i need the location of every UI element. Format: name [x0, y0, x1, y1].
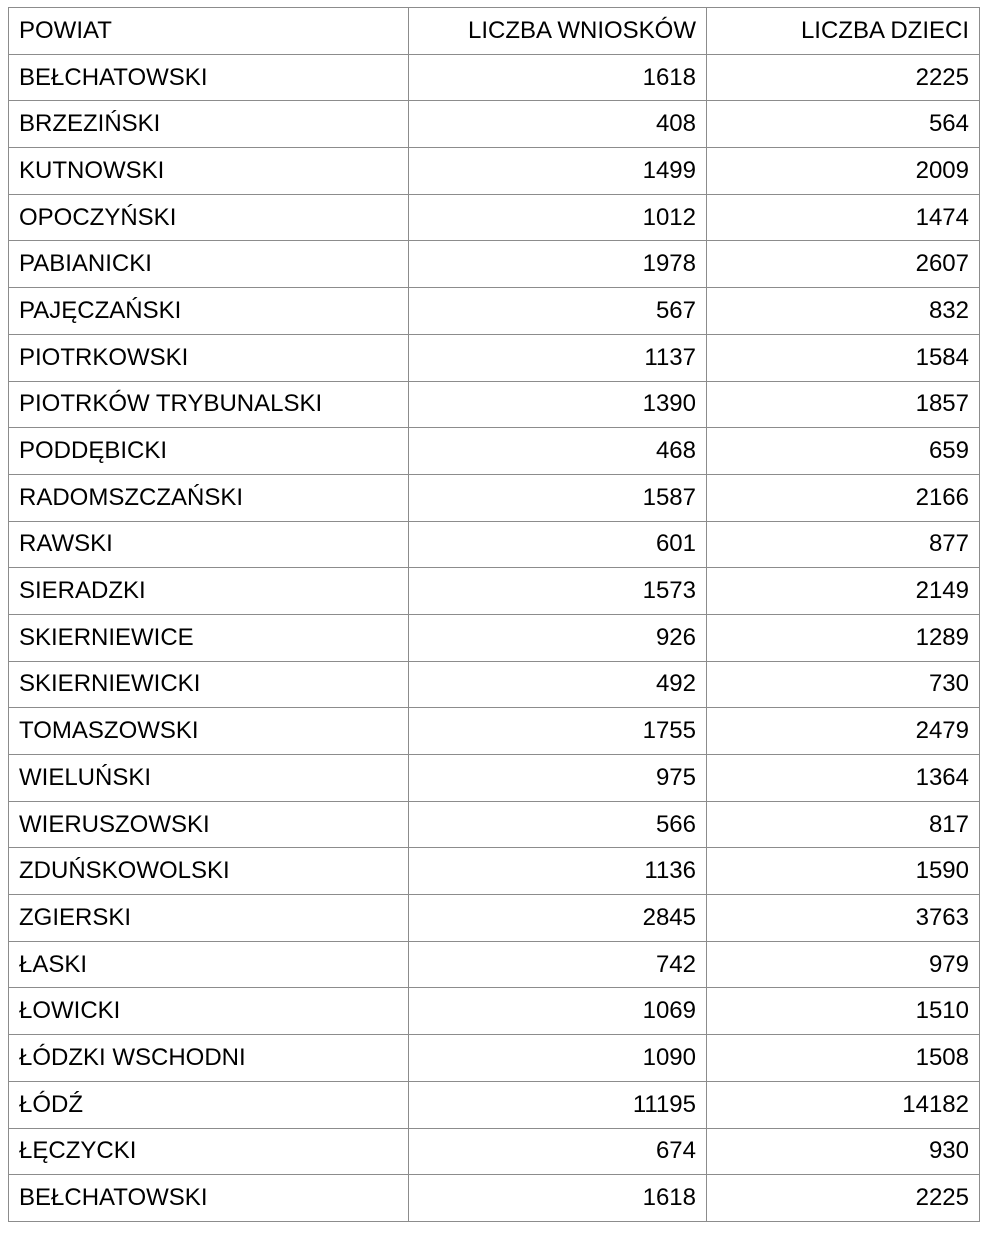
- table-row: [9, 334, 980, 381]
- cell-powiat: SKIERNIEWICKI: [9, 661, 409, 708]
- cell-powiat: TOMASZOWSKI: [9, 708, 409, 755]
- table-row: [9, 614, 980, 661]
- cell-liczba-wnioskow: 1755: [409, 708, 707, 755]
- cell-liczba-dzieci: 564: [707, 101, 980, 148]
- table-row: [9, 148, 980, 195]
- cell-liczba-dzieci: 1510: [707, 988, 980, 1035]
- cell-liczba-wnioskow: 1618: [409, 54, 707, 101]
- cell-powiat: OPOCZYŃSKI: [9, 194, 409, 241]
- cell-liczba-dzieci: 2009: [707, 148, 980, 195]
- cell-liczba-dzieci: 730: [707, 661, 980, 708]
- table-row: [9, 1081, 980, 1128]
- table-row: [9, 288, 980, 335]
- cell-liczba-dzieci: 2479: [707, 708, 980, 755]
- cell-liczba-wnioskow: 1090: [409, 1035, 707, 1082]
- cell-powiat: ŁÓDŹ: [9, 1081, 409, 1128]
- cell-liczba-dzieci: 1508: [707, 1035, 980, 1082]
- cell-liczba-dzieci: 877: [707, 521, 980, 568]
- table-row: [9, 54, 980, 101]
- cell-liczba-wnioskow: 492: [409, 661, 707, 708]
- header-liczba-dzieci: LICZBA DZIECI: [707, 8, 980, 55]
- cell-powiat: ŁOWICKI: [9, 988, 409, 1035]
- cell-liczba-wnioskow: 2845: [409, 895, 707, 942]
- cell-powiat: ŁÓDZKI WSCHODNI: [9, 1035, 409, 1082]
- cell-liczba-wnioskow: 11195: [409, 1081, 707, 1128]
- cell-liczba-dzieci: 3763: [707, 895, 980, 942]
- table-row: [9, 521, 980, 568]
- cell-liczba-wnioskow: 674: [409, 1128, 707, 1175]
- cell-liczba-wnioskow: 1978: [409, 241, 707, 288]
- cell-powiat: BRZEZIŃSKI: [9, 101, 409, 148]
- table-row: [9, 801, 980, 848]
- cell-powiat: WIERUSZOWSKI: [9, 801, 409, 848]
- cell-liczba-dzieci: 1364: [707, 755, 980, 802]
- cell-liczba-wnioskow: 975: [409, 755, 707, 802]
- powiat-table: [8, 7, 980, 1222]
- cell-liczba-dzieci: 14182: [707, 1081, 980, 1128]
- cell-powiat: ŁASKI: [9, 941, 409, 988]
- cell-powiat: PIOTRKOWSKI: [9, 334, 409, 381]
- table-row: [9, 988, 980, 1035]
- table-row: [9, 708, 980, 755]
- cell-liczba-dzieci: 1474: [707, 194, 980, 241]
- cell-liczba-wnioskow: 1390: [409, 381, 707, 428]
- cell-powiat: SKIERNIEWICE: [9, 614, 409, 661]
- cell-powiat: PODDĘBICKI: [9, 428, 409, 475]
- cell-powiat: ZDUŃSKOWOLSKI: [9, 848, 409, 895]
- cell-powiat: BEŁCHATOWSKI: [9, 1175, 409, 1222]
- cell-powiat: WIELUŃSKI: [9, 755, 409, 802]
- header-liczba-wnioskow: LICZBA WNIOSKÓW: [409, 8, 707, 55]
- cell-powiat: ZGIERSKI: [9, 895, 409, 942]
- table-body: [9, 54, 980, 1221]
- cell-liczba-wnioskow: 1012: [409, 194, 707, 241]
- cell-liczba-dzieci: 832: [707, 288, 980, 335]
- cell-liczba-dzieci: 1857: [707, 381, 980, 428]
- cell-powiat: KUTNOWSKI: [9, 148, 409, 195]
- header-powiat: POWIAT: [9, 8, 409, 55]
- table-row: [9, 474, 980, 521]
- table-row: [9, 381, 980, 428]
- cell-liczba-dzieci: 2166: [707, 474, 980, 521]
- cell-liczba-wnioskow: 408: [409, 101, 707, 148]
- cell-powiat: BEŁCHATOWSKI: [9, 54, 409, 101]
- cell-liczba-wnioskow: 1136: [409, 848, 707, 895]
- cell-liczba-dzieci: 1584: [707, 334, 980, 381]
- table-row: [9, 755, 980, 802]
- table-row: [9, 1128, 980, 1175]
- cell-powiat: RADOMSZCZAŃSKI: [9, 474, 409, 521]
- cell-liczba-wnioskow: 742: [409, 941, 707, 988]
- cell-liczba-dzieci: 930: [707, 1128, 980, 1175]
- table-header-row: [9, 8, 980, 55]
- cell-liczba-dzieci: 2607: [707, 241, 980, 288]
- cell-liczba-wnioskow: 1499: [409, 148, 707, 195]
- cell-liczba-wnioskow: 567: [409, 288, 707, 335]
- cell-liczba-dzieci: 979: [707, 941, 980, 988]
- table-row: [9, 194, 980, 241]
- cell-liczba-dzieci: 2225: [707, 54, 980, 101]
- cell-liczba-wnioskow: 926: [409, 614, 707, 661]
- cell-liczba-dzieci: 1590: [707, 848, 980, 895]
- cell-liczba-dzieci: 659: [707, 428, 980, 475]
- cell-liczba-wnioskow: 601: [409, 521, 707, 568]
- cell-liczba-wnioskow: 1137: [409, 334, 707, 381]
- cell-liczba-wnioskow: 1618: [409, 1175, 707, 1222]
- table-row: [9, 241, 980, 288]
- table-row: [9, 941, 980, 988]
- cell-powiat: PABIANICKI: [9, 241, 409, 288]
- table-row: [9, 661, 980, 708]
- cell-powiat: PIOTRKÓW TRYBUNALSKI: [9, 381, 409, 428]
- table-row: [9, 101, 980, 148]
- table-row: [9, 848, 980, 895]
- table-row: [9, 568, 980, 615]
- cell-liczba-dzieci: 817: [707, 801, 980, 848]
- cell-powiat: ŁĘCZYCKI: [9, 1128, 409, 1175]
- cell-liczba-wnioskow: 1587: [409, 474, 707, 521]
- cell-liczba-dzieci: 1289: [707, 614, 980, 661]
- table-row: [9, 1175, 980, 1222]
- cell-powiat: PAJĘCZAŃSKI: [9, 288, 409, 335]
- cell-liczba-wnioskow: 1573: [409, 568, 707, 615]
- cell-powiat: RAWSKI: [9, 521, 409, 568]
- cell-powiat: SIERADZKI: [9, 568, 409, 615]
- table-row: [9, 895, 980, 942]
- table-row: [9, 428, 980, 475]
- cell-liczba-dzieci: 2225: [707, 1175, 980, 1222]
- cell-liczba-wnioskow: 468: [409, 428, 707, 475]
- table-row: [9, 1035, 980, 1082]
- cell-liczba-wnioskow: 1069: [409, 988, 707, 1035]
- cell-liczba-wnioskow: 566: [409, 801, 707, 848]
- cell-liczba-dzieci: 2149: [707, 568, 980, 615]
